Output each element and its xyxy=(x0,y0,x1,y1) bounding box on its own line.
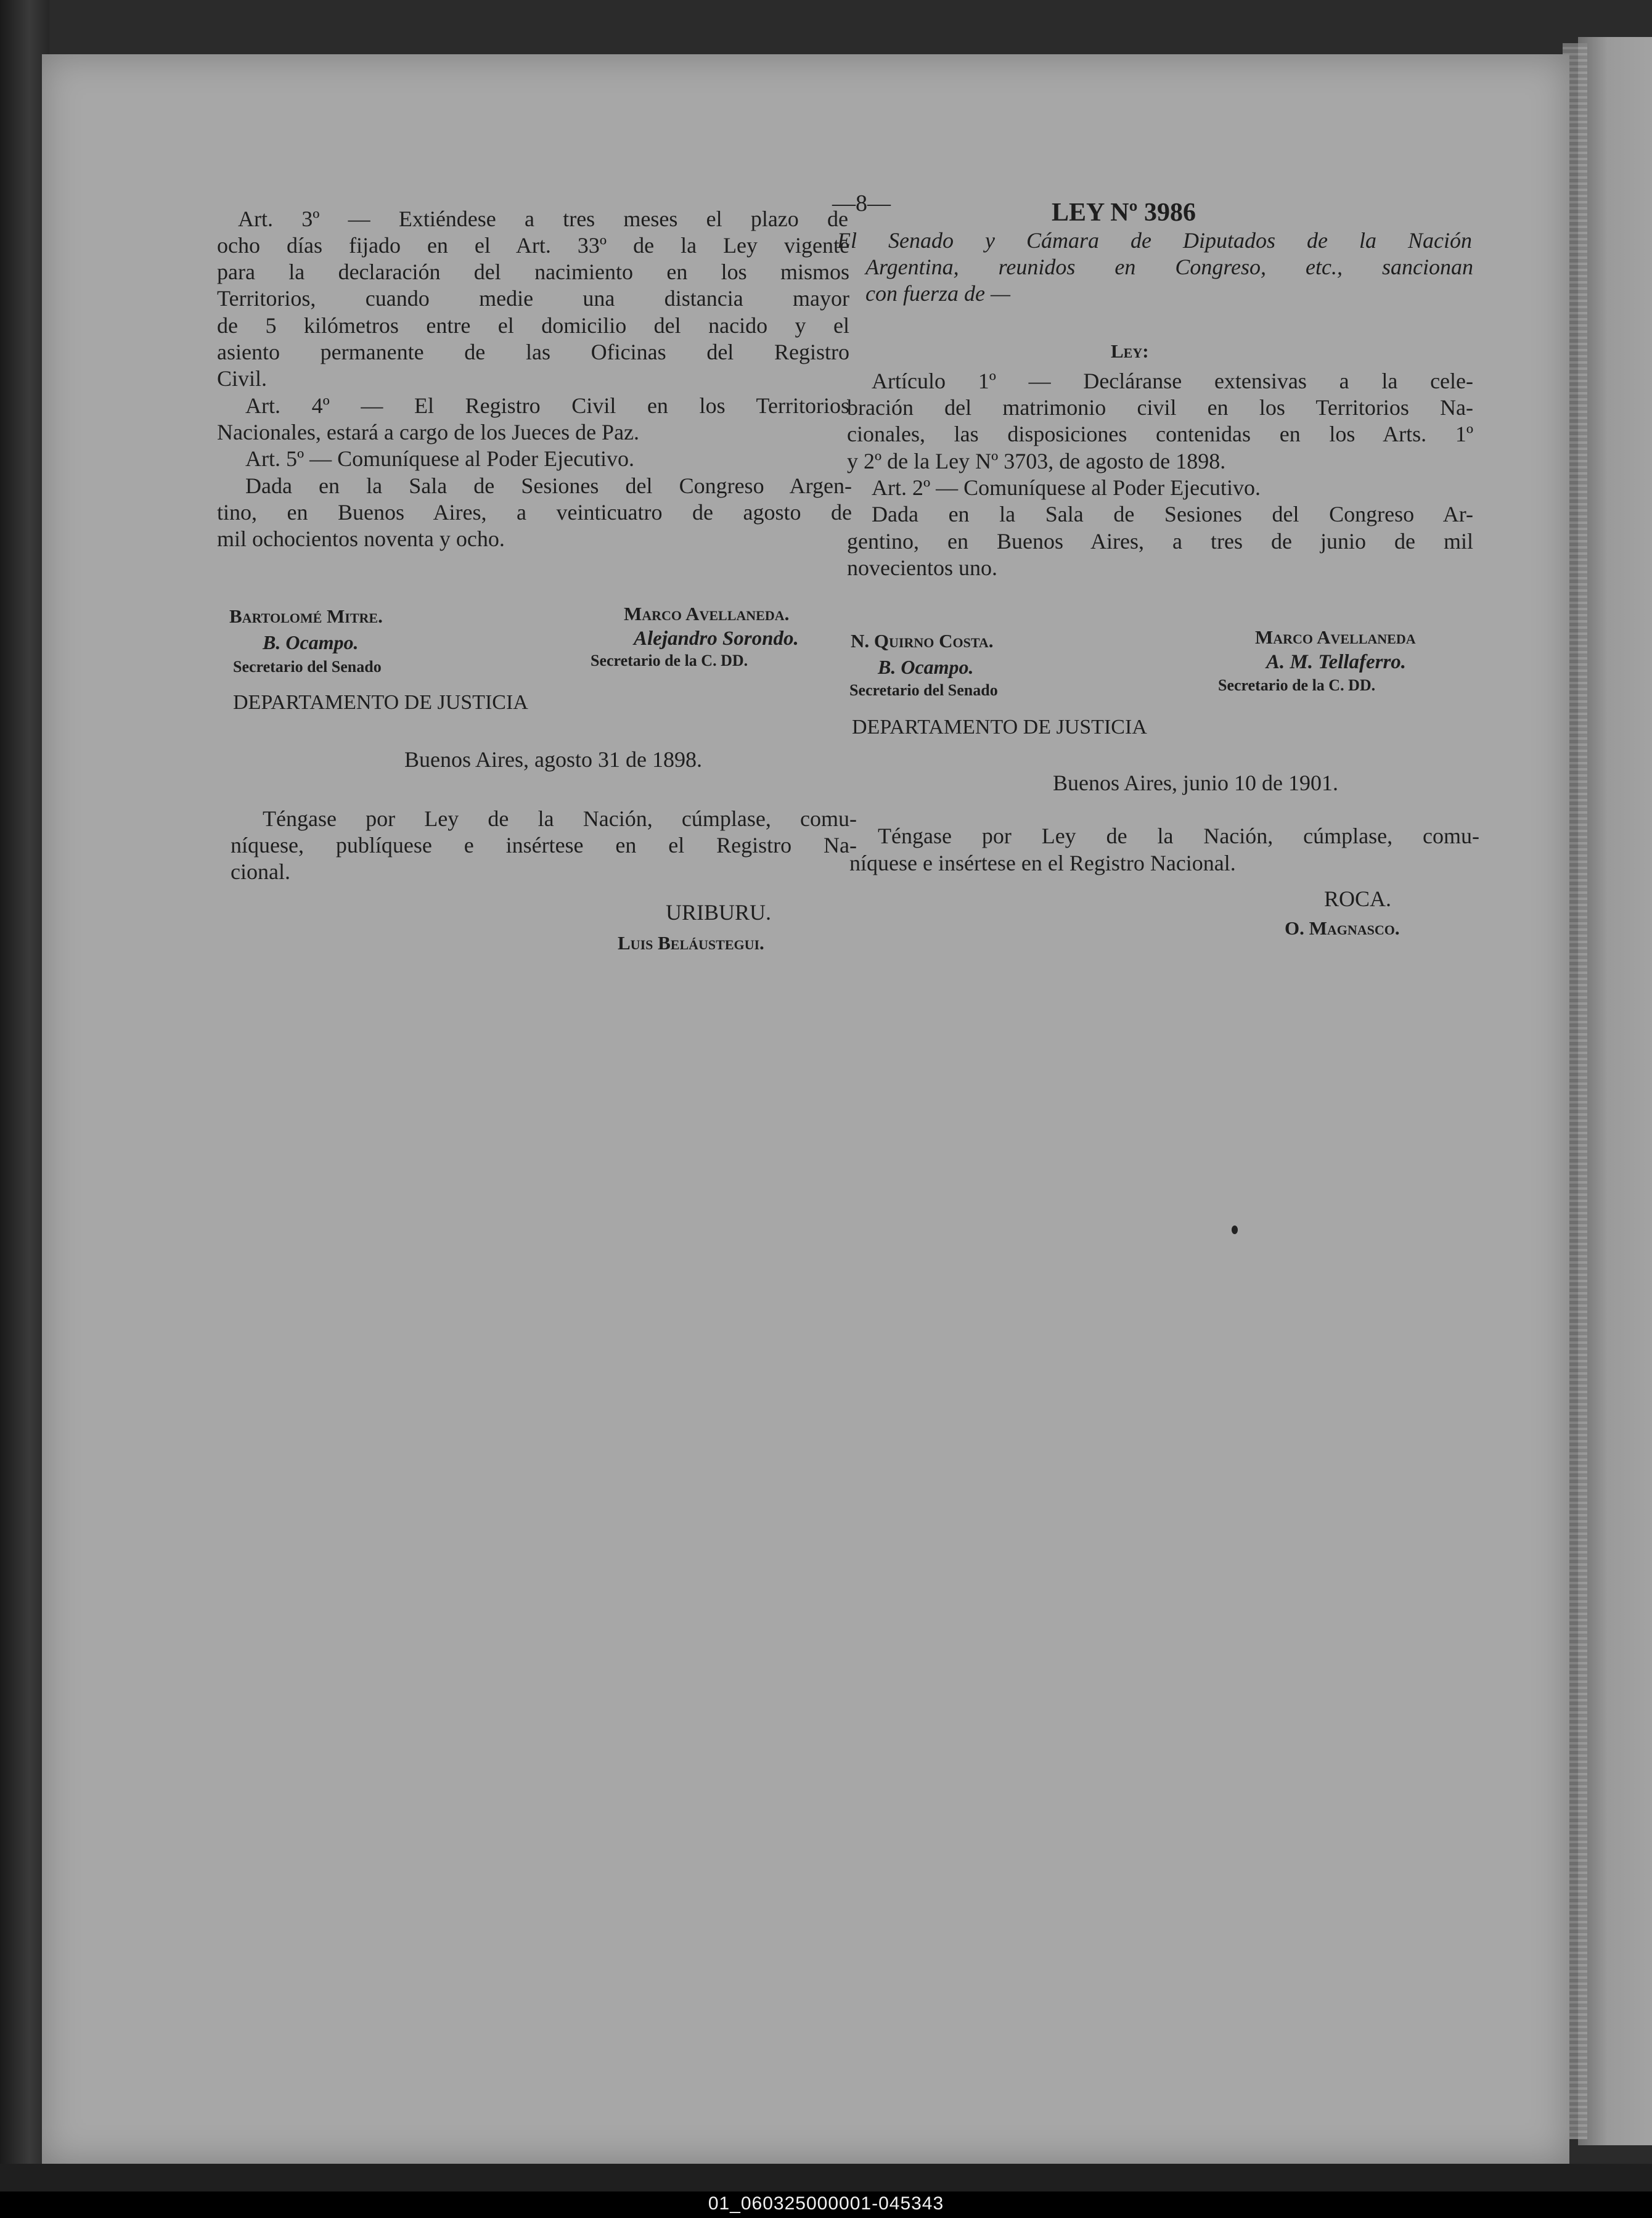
right-sig-right-name: Marco Avellaneda xyxy=(1255,626,1416,648)
right-final-sig-1: ROCA. xyxy=(1324,886,1392,911)
left-line-11: Dada en la Sala de Sesiones del Congreso Argen- xyxy=(245,473,852,498)
page-number: —8— xyxy=(832,190,891,216)
left-sig-right-title: Secretario de la C. DD. xyxy=(591,652,748,669)
left-sig-left-sub: B. Ocampo. xyxy=(263,631,359,653)
left-decree-2: níquese, publíquese e insértese en el Registro Na- xyxy=(231,833,857,857)
right-line-6: Dada en la Sala de Sesiones del Congreso Ar- xyxy=(872,502,1473,526)
ink-spot xyxy=(1232,1226,1238,1234)
left-department: DEPARTAMENTO DE JUSTICIA xyxy=(233,691,528,714)
left-line-9: Nacionales, estará a cargo de los Jueces de Paz. xyxy=(217,420,640,444)
right-line-4: y 2º de la Ley Nº 3703, de agosto de 1898. xyxy=(847,449,1226,473)
right-line-1: Artículo 1º — Decláranse extensivas a la cele- xyxy=(872,369,1473,393)
right-date: Buenos Aires, junio 10 de 1901. xyxy=(1053,771,1338,795)
left-line-8: Art. 4º — El Registro Civil en los Territorios xyxy=(245,393,849,418)
right-line-3: cionales, las disposiciones contenidas en los Arts. 1º xyxy=(847,422,1473,446)
right-sig-left-sub: B. Ocampo. xyxy=(878,656,974,678)
left-line-5: de 5 kilómetros entre el domicilio del nacido y el xyxy=(217,313,849,338)
bottom-shadow xyxy=(0,2164,1652,2195)
right-sig-left-title: Secretario del Senado xyxy=(849,681,998,699)
right-intro-3: con fuerza de — xyxy=(865,281,1010,306)
right-decree-2: níquese e insértese en el Registro Nacional. xyxy=(849,851,1236,875)
left-line-7: Civil. xyxy=(217,366,268,391)
left-line-4: Territorios, cuando medie una distancia mayor xyxy=(217,286,849,311)
left-sig-right-name: Marco Avellaneda. xyxy=(624,603,790,624)
left-sig-left-title: Secretario del Senado xyxy=(233,658,382,676)
left-date: Buenos Aires, agosto 31 de 1898. xyxy=(404,747,702,772)
right-line-2: bración del matrimonio civil en los Territorios Na- xyxy=(847,395,1473,420)
left-line-12: tino, en Buenos Aires, a veinticuatro de agosto de xyxy=(217,500,852,525)
left-decree-1: Téngase por Ley de la Nación, cúmplase, comu- xyxy=(263,806,857,831)
right-sig-right-sub: A. M. Tellaferro. xyxy=(1266,651,1407,673)
law-heading: LEY Nº 3986 xyxy=(1052,198,1196,227)
left-line-13: mil ochocientos noventa y ocho. xyxy=(217,526,505,551)
left-line-2: ocho días fijado en el Art. 33º de la Ley vigente xyxy=(217,233,849,258)
left-line-10: Art. 5º — Comuníquese al Poder Ejecutivo. xyxy=(245,446,635,471)
right-line-7: gentino, en Buenos Aires, a tres de junio de mil xyxy=(847,529,1473,554)
right-sig-left-name: N. Quirno Costa. xyxy=(851,630,994,652)
right-department: DEPARTAMENTO DE JUSTICIA xyxy=(852,716,1147,739)
ley-label: Ley: xyxy=(1111,340,1149,362)
left-line-6: asiento permanente de las Oficinas del Registro xyxy=(217,340,849,364)
right-sig-right-title: Secretario de la C. DD. xyxy=(1218,676,1376,694)
left-final-sig-1: URIBURU. xyxy=(666,900,772,925)
left-decree-3: cional. xyxy=(231,859,290,884)
left-line-1: Art. 3º — Extiéndese a tres meses el plazo de xyxy=(238,207,848,231)
right-intro-1: El Senado y Cámara de Diputados de la Nación xyxy=(837,228,1472,253)
right-final-sig-2: O. Magnasco. xyxy=(1285,917,1400,939)
document-page xyxy=(42,54,1569,2164)
left-sig-left-name: Bartolomé Mitre. xyxy=(229,605,383,627)
left-line-3: para la declaración del nacimiento en los mismos xyxy=(217,260,849,284)
left-sig-right-sub: Alejandro Sorondo. xyxy=(634,628,799,650)
right-intro-2: Argentina, reunidos en Congreso, etc., sancionan xyxy=(865,255,1473,279)
right-line-5: Art. 2º — Comuníquese al Poder Ejecutivo. xyxy=(872,475,1261,500)
right-line-8: novecientos uno. xyxy=(847,555,997,580)
left-final-sig-2: Luis Beláustegui. xyxy=(618,932,764,954)
right-decree-1: Téngase por Ley de la Nación, cúmplase, comu- xyxy=(878,824,1479,848)
image-caption: 01_060325000001-045343 xyxy=(708,2193,944,2214)
adjacent-page xyxy=(1578,37,1652,2145)
